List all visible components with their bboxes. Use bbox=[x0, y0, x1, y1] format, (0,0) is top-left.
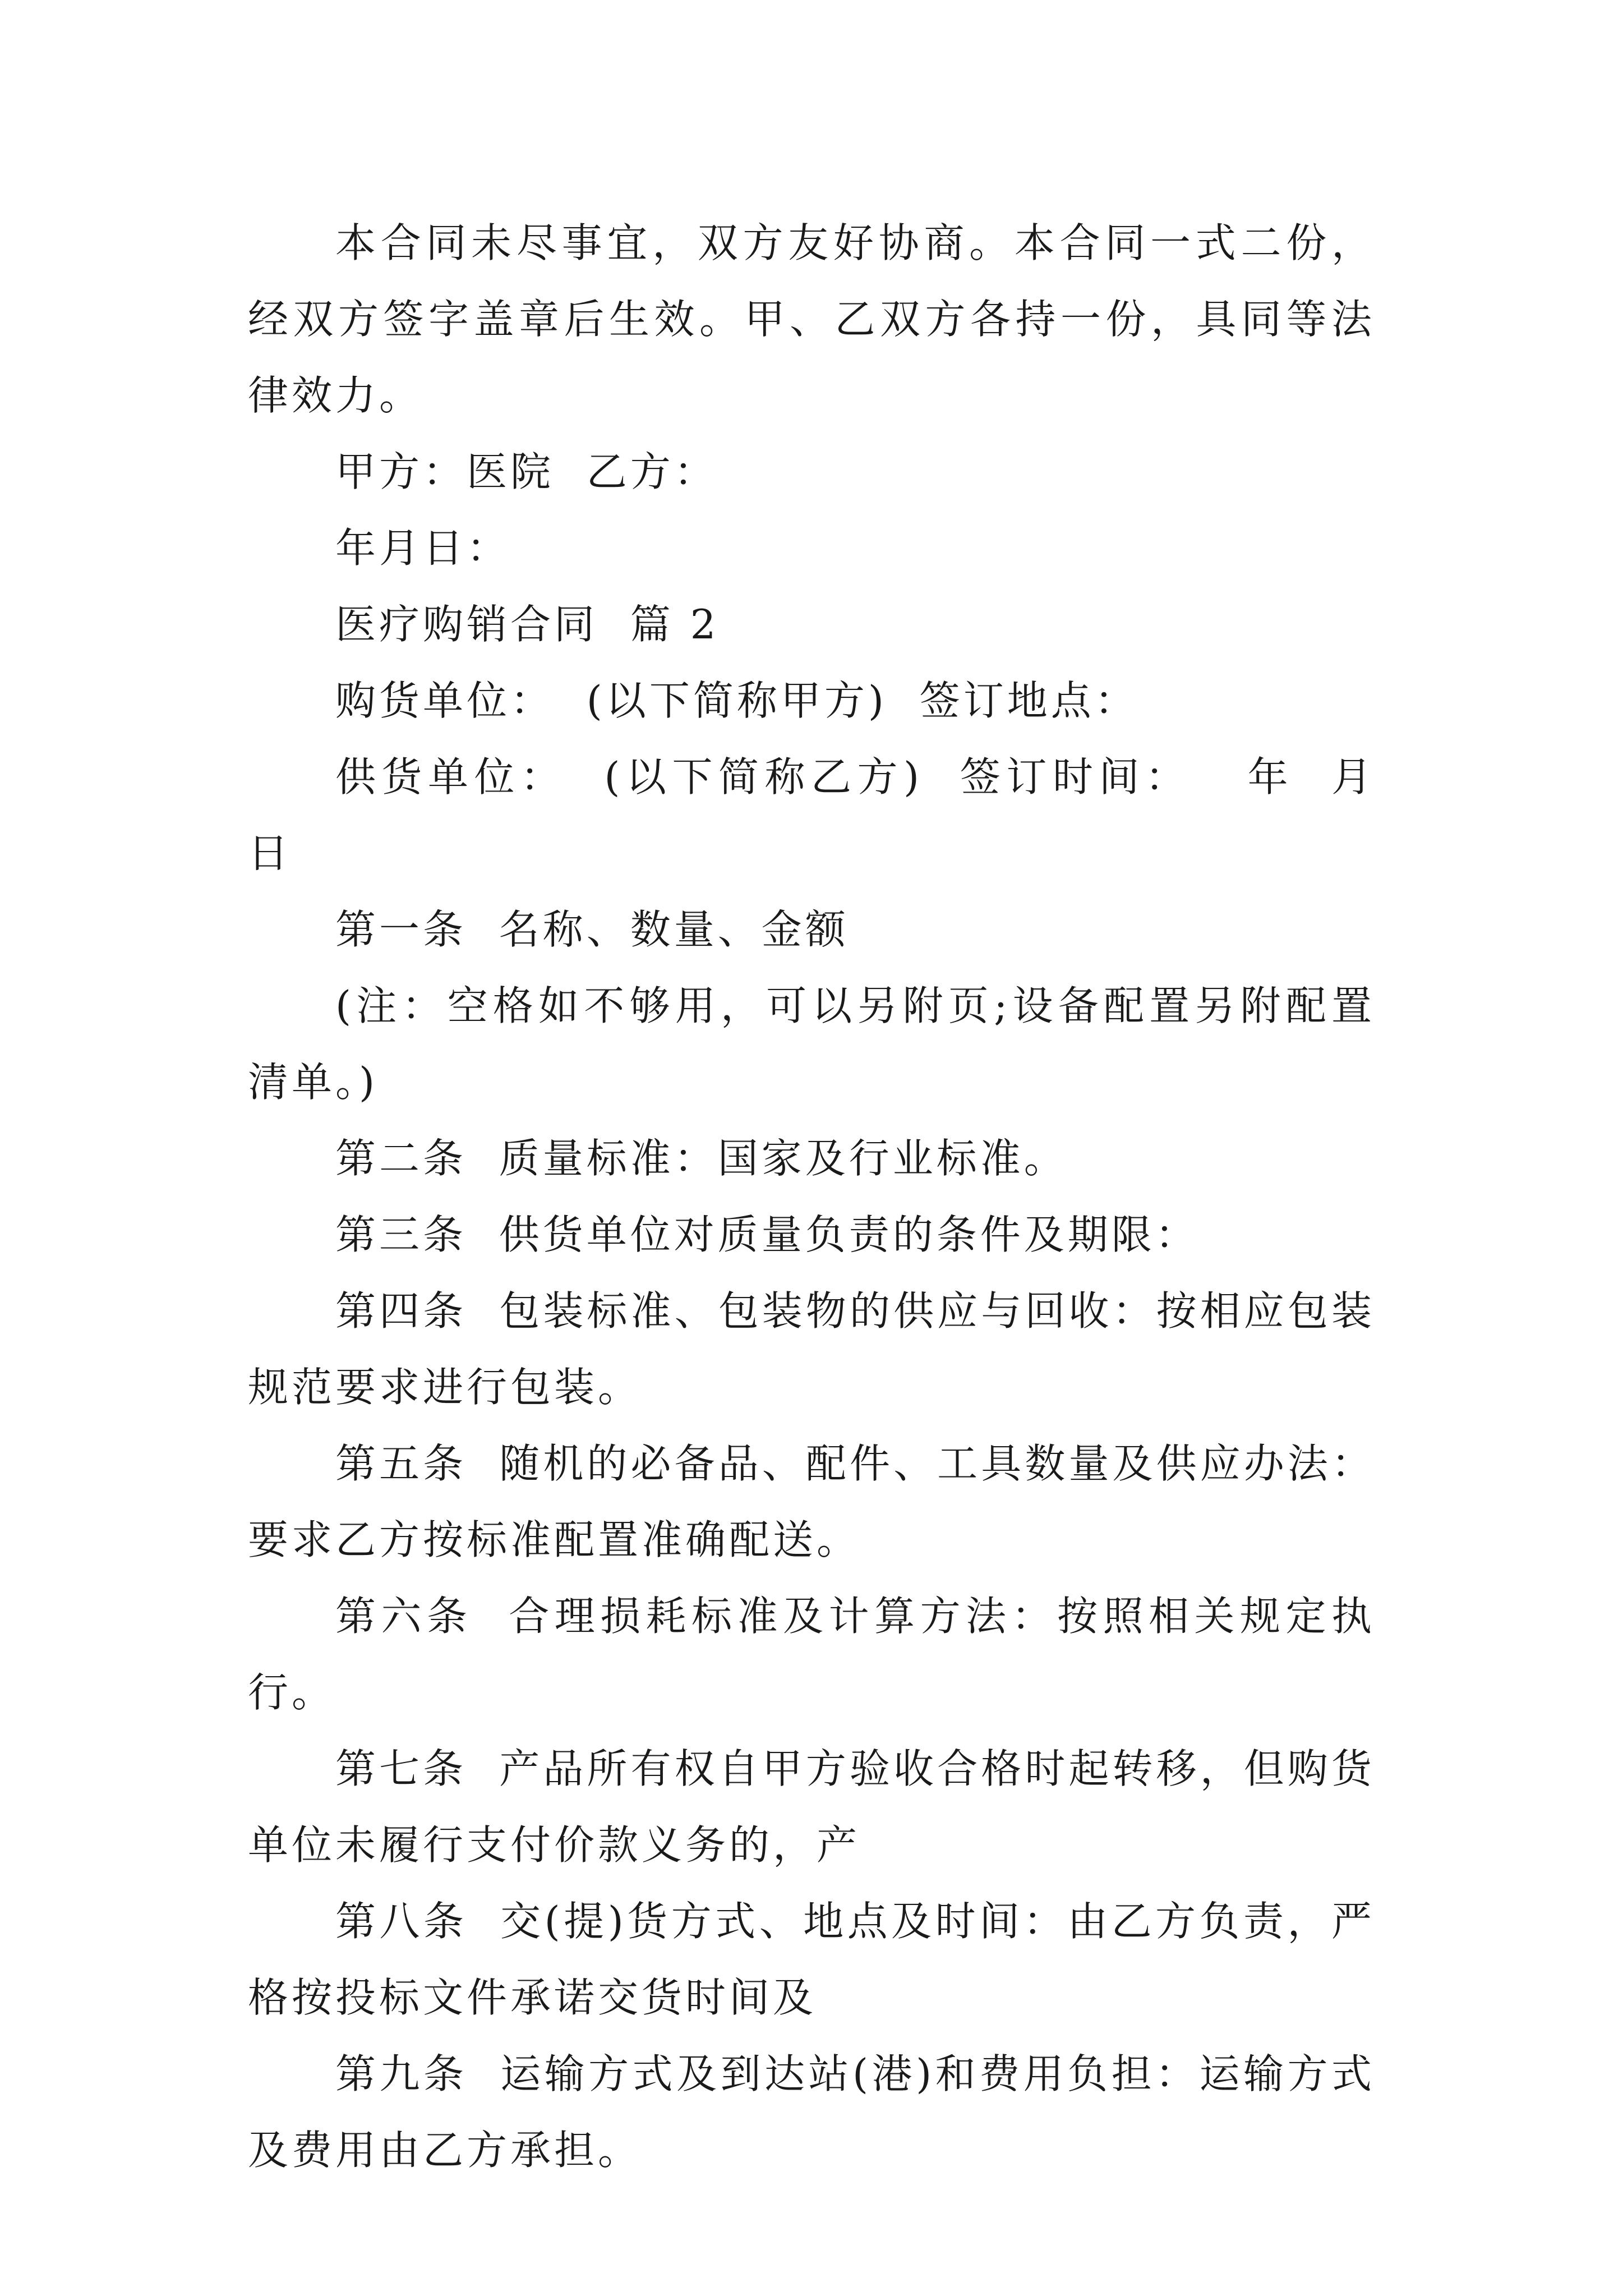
article-7: 第七条 产品所有权自甲方验收合格时起转移，但购货单位未履行支付价款义务的，产 bbox=[248, 1745, 1375, 1869]
article-3: 第三条 供货单位对质量负责的条件及期限： bbox=[335, 1211, 1199, 1258]
article-2: 第二条 质量标准：国家及行业标准。 bbox=[335, 1135, 1068, 1182]
article-8: 第八条 交(提)货方式、地点及时间：由乙方负责，严格按投标文件承诺交货时间及 bbox=[248, 1898, 1375, 2021]
paragraph-buyer: 购货单位： (以下简称甲方) 签订地点： bbox=[335, 677, 1138, 724]
article-9: 第九条 运输方式及到达站(港)和费用负担：运输方式及费用由乙方承担。 bbox=[248, 2050, 1375, 2174]
article-5: 第五条 随机的必备品、配件、工具数量及供应办法：要求乙方按标准配置准确配送。 bbox=[248, 1440, 1375, 1563]
paragraph-supplier: 供货单位： (以下简称乙方) 签订时间： 年 月 日 bbox=[248, 753, 1408, 877]
article-6: 第六条 合理损耗标准及计算方法：按照相关规定执行。 bbox=[248, 1593, 1375, 1716]
paragraph-parties-signature: 甲方：医院 乙方： bbox=[335, 448, 718, 495]
paragraph-closing-terms: 本合同未尽事宜，双方友好协商。本合同一式二份，经双方签字盖章后生效。甲、乙双方各持一份，具同等法律效力。 bbox=[248, 219, 1375, 419]
article-1: 第一条 名称、数量、金额 bbox=[335, 906, 849, 953]
paragraph-date: 年月日： bbox=[335, 524, 511, 572]
article-4: 第四条 包装标准、包装物的供应与回收：按相应包装规范要求进行包装。 bbox=[248, 1287, 1375, 1411]
paragraph-note: (注：空格如不够用，可以另附页;设备配置另附配置清单。) bbox=[248, 982, 1375, 1106]
document-body bbox=[248, 205, 1408, 2188]
section-title: 医疗购销合同 篇 2 bbox=[335, 601, 720, 648]
